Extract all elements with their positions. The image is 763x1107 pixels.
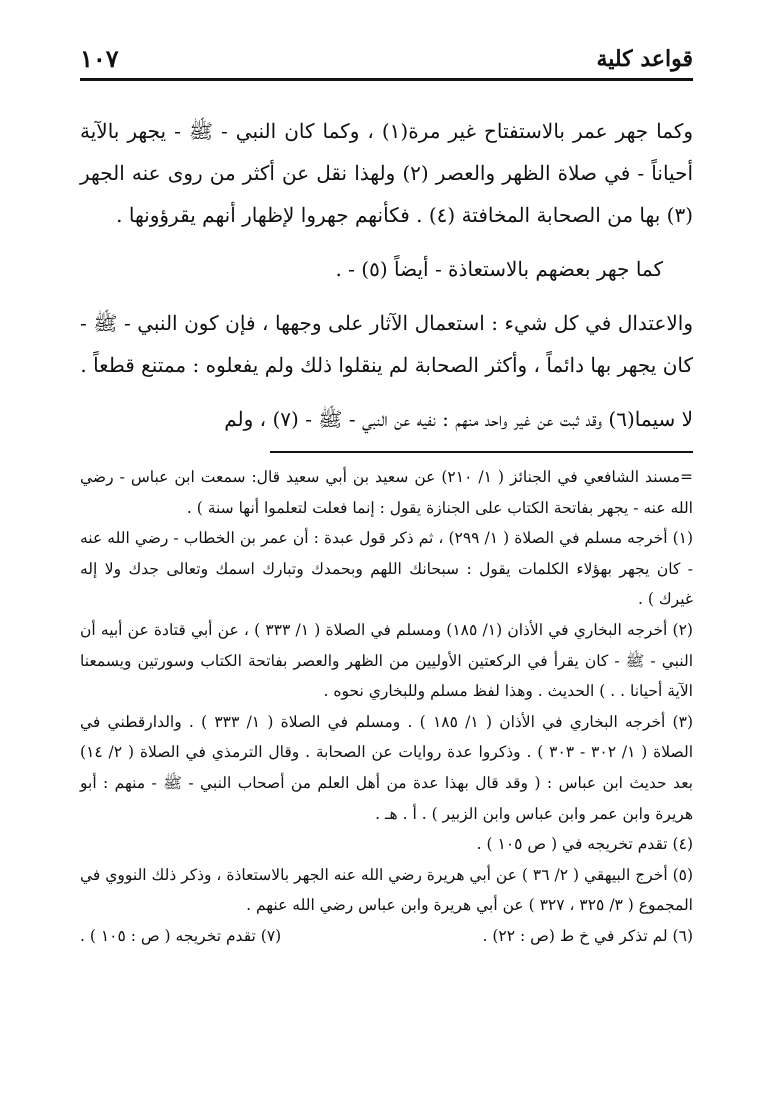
footnotes [80, 462, 693, 952]
paragraph: كما جهر بعضهم بالاستعاذة - أيضاً (٥) - . [335, 257, 663, 281]
page-header [80, 44, 693, 81]
footnote: (٢) أخرجه البخاري في الأذان (١/ ١٨٥) ومسلم في الصلاة ( ١/ ٣٣٣ ) ، عن أبي قتادة عن أبيه أن النبي - ﷺ - كان يقرأ في الركعتين الأوليين من الظهر والعصر بفاتحة الكتاب وسورتين ويسمعنا الآية أحيانا . . ) الحديث . وهذا لفظ مسلم وللبخاري نحوه . [80, 620, 693, 701]
footnote-row [80, 921, 693, 952]
footnote: (١) أخرجه مسلم في الصلاة ( ١/ ٢٩٩) ، ثم ذكر قول عبدة : أن عمر بن الخطاب - رضي الله عنه - كان يجهر بهؤلاء الكلمات يقول : سبحانك اللهم وبحمدك وتبارك اسمك وتعالى جدك ولا إله غيرك ) . [80, 529, 694, 609]
footnote: (٣) أخرجه البخاري في الأذان ( ١/ ١٨٥ ) . ومسلم في الصلاة ( ١/ ٣٣٣ ) . والدارقطني في الصلاة ( ١/ ٣٠٢ - ٣٠٣ ) . وذكروا عدة روايات عن الصحابة . وقال الترمذي في الصلاة ( ٢/ ١٤) بعد حديث ابن عباس : ( وقد قال بهذا عدة من أهل العلم من أصحاب النبي - ﷺ - منهم : أبو هريرة وابن عمر وابن عباس وابن الزبير ) . أ . هـ . [80, 712, 694, 823]
footnote: (٦) لم تذكر في خ ط (ص : ٢٢) . [482, 926, 693, 945]
paragraph: وكما جهر عمر بالاستفتاح غير مرة(١) ، وكما كان النبي - ﷺ - يجهر بالآية أحياناً - في صلاة الظهر والعصر (٢) ولهذا نقل عن أكثر من روى عنه الجهر (٣) بها من الصحابة المخافتة (٤) . فكأنهم جهروا لإظهار أنهم يقرؤونها . [80, 119, 693, 227]
footnote: (٤) تقدم تخريجه في ( ص ١٠٥ ) . [476, 835, 693, 854]
footnote: (٧) تقدم تخريجه ( ص : ١٠٥ ) . [80, 926, 282, 945]
paragraph: والاعتدال في كل شيء : استعمال الآثار على وجهها ، فإن كون النبي - ﷺ - كان يجهر بها دائماً ، وأكثر الصحابة لم ينقلوا ذلك ولم يفعلوه : ممتنع قطعاً . [80, 311, 693, 377]
running-title: قواعد كلية [596, 46, 693, 72]
paragraph: لا سيما(٦) وقد ثبت عن غير واحد منهم : نفيه عن النبي - ﷺ - (٧) ، ولم [224, 407, 693, 431]
footnote-separator [270, 451, 693, 453]
footnote: =مسند الشافعي في الجنائز ( ١/ ٢١٠) عن سعيد بن أبي سعيد قال: سمعت ابن عباس - رضي الله عنه - يجهر بفاتحة الكتاب على الجنازة يقول : إنما فعلت لتعلموا أنها سنة ) . [80, 468, 693, 517]
footnote: (٥) أخرج البيهقي ( ٢/ ٣٦ ) عن أبي هريرة رضي الله عنه الجهر بالاستعاذة ، وذكر ذلك النووي في المجموع ( ٣/ ٣٢٥ ، ٣٢٧ ) عن أبي هريرة وابن عباس رضي الله عنهم . [80, 865, 694, 915]
main-text [80, 110, 693, 452]
page-number: ١٠٧ [80, 44, 119, 73]
